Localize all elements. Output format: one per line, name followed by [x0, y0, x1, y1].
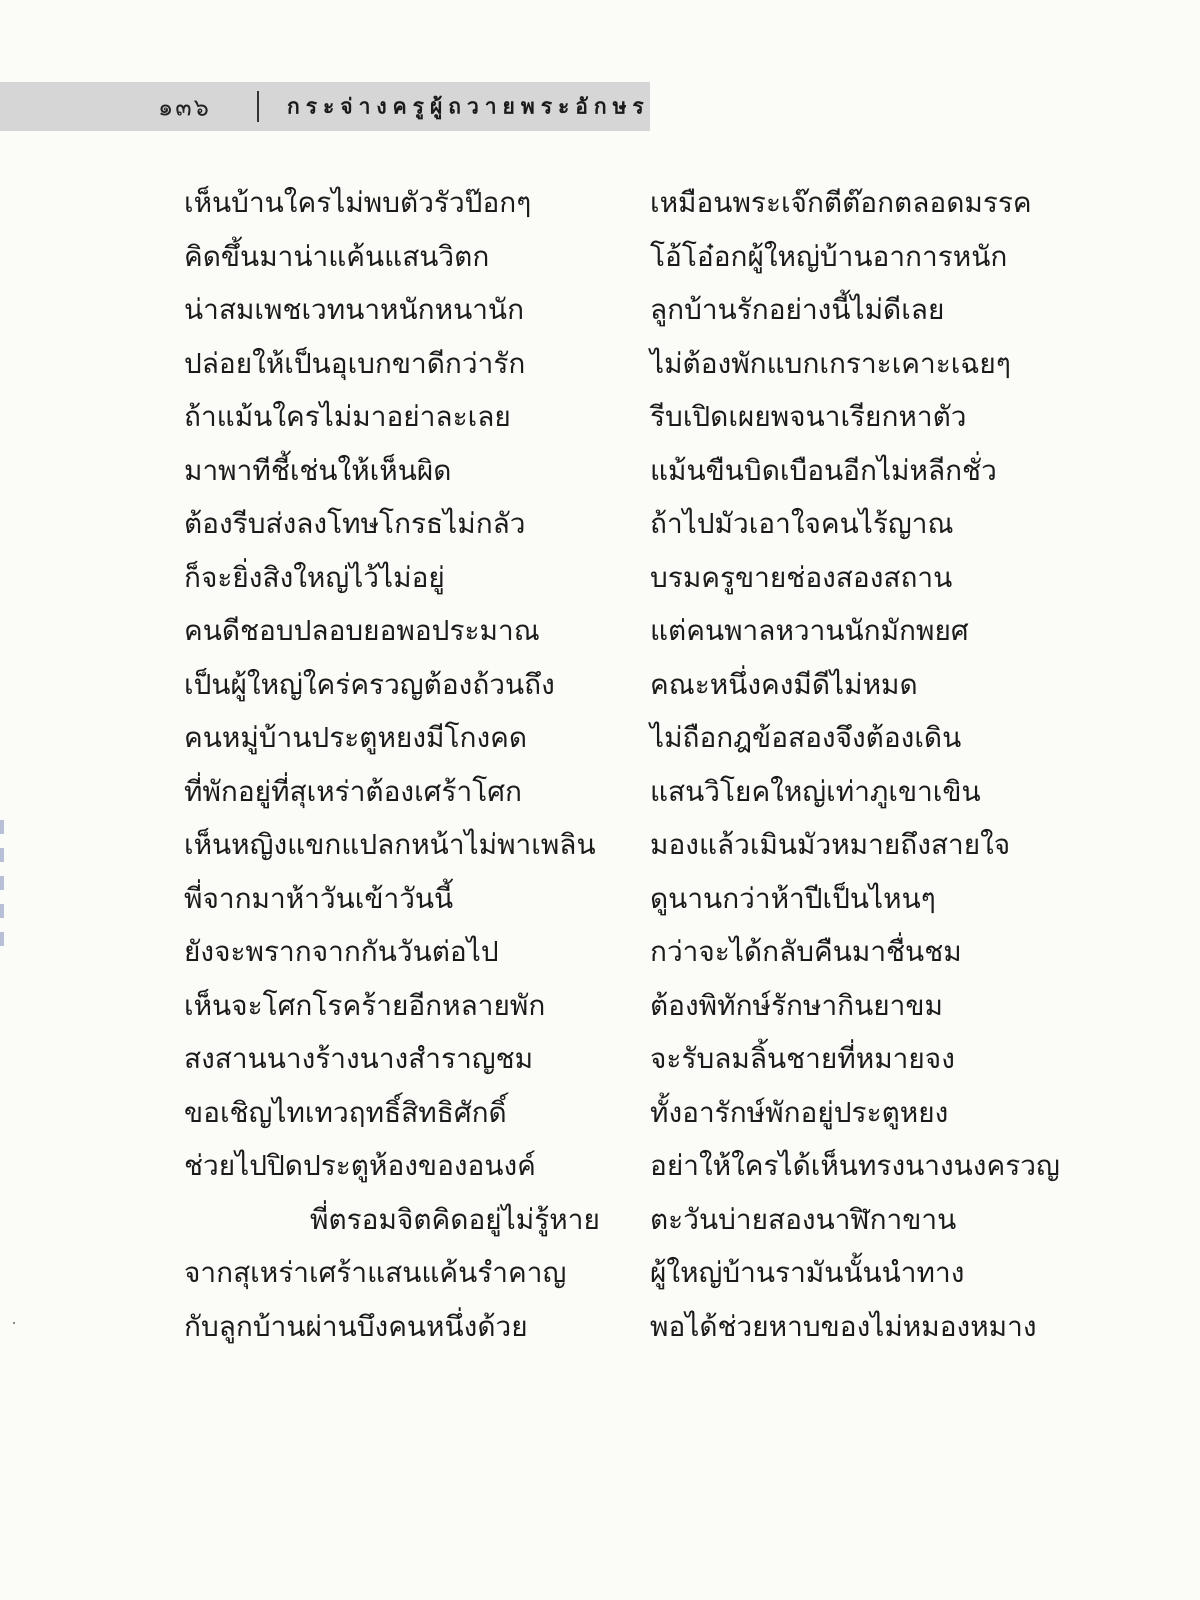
verse-line-left: น่าสมเพชเวทนาหนักหนานัก	[184, 293, 525, 326]
verse-line-left: ปล่อยให้เป็นอุเบกขาดีกว่ารัก	[184, 346, 526, 380]
verse-line-right: อย่าให้ใครได้เห็นทรงนางนงครวญ	[650, 1149, 1060, 1182]
page-number: ๑๓๖	[158, 93, 211, 121]
verse-line-right: ลูกบ้านรักอย่างนี้ไม่ดีเลย	[650, 293, 945, 326]
verse-line-right: กว่าจะได้กลับคืนมาชื่นชม	[650, 935, 962, 968]
verse-line-right: รีบเปิดเผยพจนาเรียกหาตัว	[650, 400, 967, 433]
verse-line-right: เหมือนพระเจ๊กตีต๊อกตลอดมรรค	[650, 186, 1032, 219]
verse-line-right: พอได้ช่วยหาบของไม่หมองหมาง	[650, 1309, 1037, 1343]
verse-line-right: โอ้โอ๋อกผู้ใหญ่บ้านอาการหนัก	[650, 239, 1008, 273]
verse-line-left: เห็นจะโศกโรคร้ายอีกหลายพัก	[184, 988, 546, 1022]
verse-line-right: มองแล้วเมินมัวหมายถึงสายใจ	[650, 828, 1011, 861]
verse-column-right	[650, 176, 1090, 1353]
verse-line-left: จากสุเหร่าเศร้าแสนแค้นรำคาญ	[184, 1256, 567, 1289]
verse-line-right: บรมครูขายช่องสองสถาน	[650, 560, 953, 594]
verse-line-left: พี่จากมาห้าวันเข้าวันนี้	[184, 881, 454, 915]
verse-line-left: มาพาทีชี้เช่นให้เห็นผิด	[184, 453, 452, 487]
verse-line-left: คนดีชอบปลอบยอพอประมาณ	[184, 614, 540, 647]
page-header	[0, 82, 650, 131]
verse-line-right: ไม่ต้องพักแบกเกราะเคาะเฉยๆ	[650, 346, 1011, 380]
verse-line-left: ช่วยไปปิดประตูห้องของอนงค์	[184, 1149, 536, 1182]
verse-line-left: เห็นบ้านใครไม่พบตัวรัวป๊อกๆ	[184, 186, 532, 219]
verse-column-left	[184, 176, 624, 1353]
verse-line-right: ถ้าไปมัวเอาใจคนไร้ญาณ	[650, 507, 954, 540]
scan-speck	[13, 1322, 15, 1324]
verse-line-left: เห็นหญิงแขกแปลกหน้าไม่พาเพลิน	[184, 828, 596, 861]
verse-line-right: ตะวันบ่ายสองนาฬิกาขาน	[650, 1202, 957, 1236]
verse-line-left: พี่ตรอมจิตคิดอยู่ไม่รู้หาย	[310, 1202, 600, 1236]
scan-edge-mark	[0, 820, 4, 960]
verse-line-right: คณะหนึ่งคงมีดีไม่หมด	[650, 667, 918, 701]
verse-line-left: คิดขึ้นมาน่าแค้นแสนวิตก	[184, 239, 490, 273]
verse-line-left: เป็นผู้ใหญ่ใคร่ครวญต้องถ้วนถึง	[184, 667, 555, 701]
verse-line-right: จะรับลมลิ้นชายที่หมายจง	[650, 1042, 955, 1075]
verse-line-right: แต่คนพาลหวานนักมักพยศ	[650, 614, 969, 647]
verse-line-left: ที่พักอยู่ที่สุเหร่าต้องเศร้าโศก	[184, 774, 522, 808]
verse-line-left: ยังจะพรากจากกันวันต่อไป	[184, 935, 499, 968]
verse-line-right: แม้นขืนบิดเบือนอีกไม่หลีกชั่ว	[650, 453, 997, 487]
verse-line-left: สงสานนางร้างนางสำราญชม	[184, 1042, 534, 1075]
verse-line-left: ก็จะยิ่งสิงใหญ่ไว้ไม่อยู่	[184, 560, 445, 594]
verse-line-right: แสนวิโยคใหญ่เท่าภูเขาเขิน	[650, 774, 981, 808]
verse-line-left: กับลูกบ้านผ่านบึงคนหนึ่งด้วย	[184, 1309, 528, 1343]
verse-line-right: ไม่ถือกฎข้อสองจึงต้องเดิน	[650, 721, 962, 754]
verse-line-left: คนหมู่บ้านประตูหยงมีโกงคด	[184, 721, 528, 754]
verse-line-left: ขอเชิญไทเทวฤทธิ์สิทธิศักดิ์	[184, 1095, 507, 1129]
verse-line-right: ผู้ใหญ่บ้านรามันนั้นนำทาง	[650, 1256, 965, 1289]
header-divider	[257, 91, 259, 122]
verse-line-right: ต้องพิทักษ์รักษากินยาขม	[650, 988, 943, 1022]
book-title: กระจ่างครูผู้ถวายพระอักษร	[287, 94, 650, 118]
verse-line-right: ดูนานกว่าห้าปีเป็นไหนๆ	[650, 881, 936, 915]
verse-line-right: ทั้งอารักษ์พักอยู่ประตูหยง	[650, 1095, 949, 1129]
verse-line-left: ต้องรีบส่งลงโทษโกรธไม่กลัว	[184, 507, 526, 540]
verse-line-left: ถ้าแม้นใครไม่มาอย่าละเลย	[184, 400, 511, 433]
